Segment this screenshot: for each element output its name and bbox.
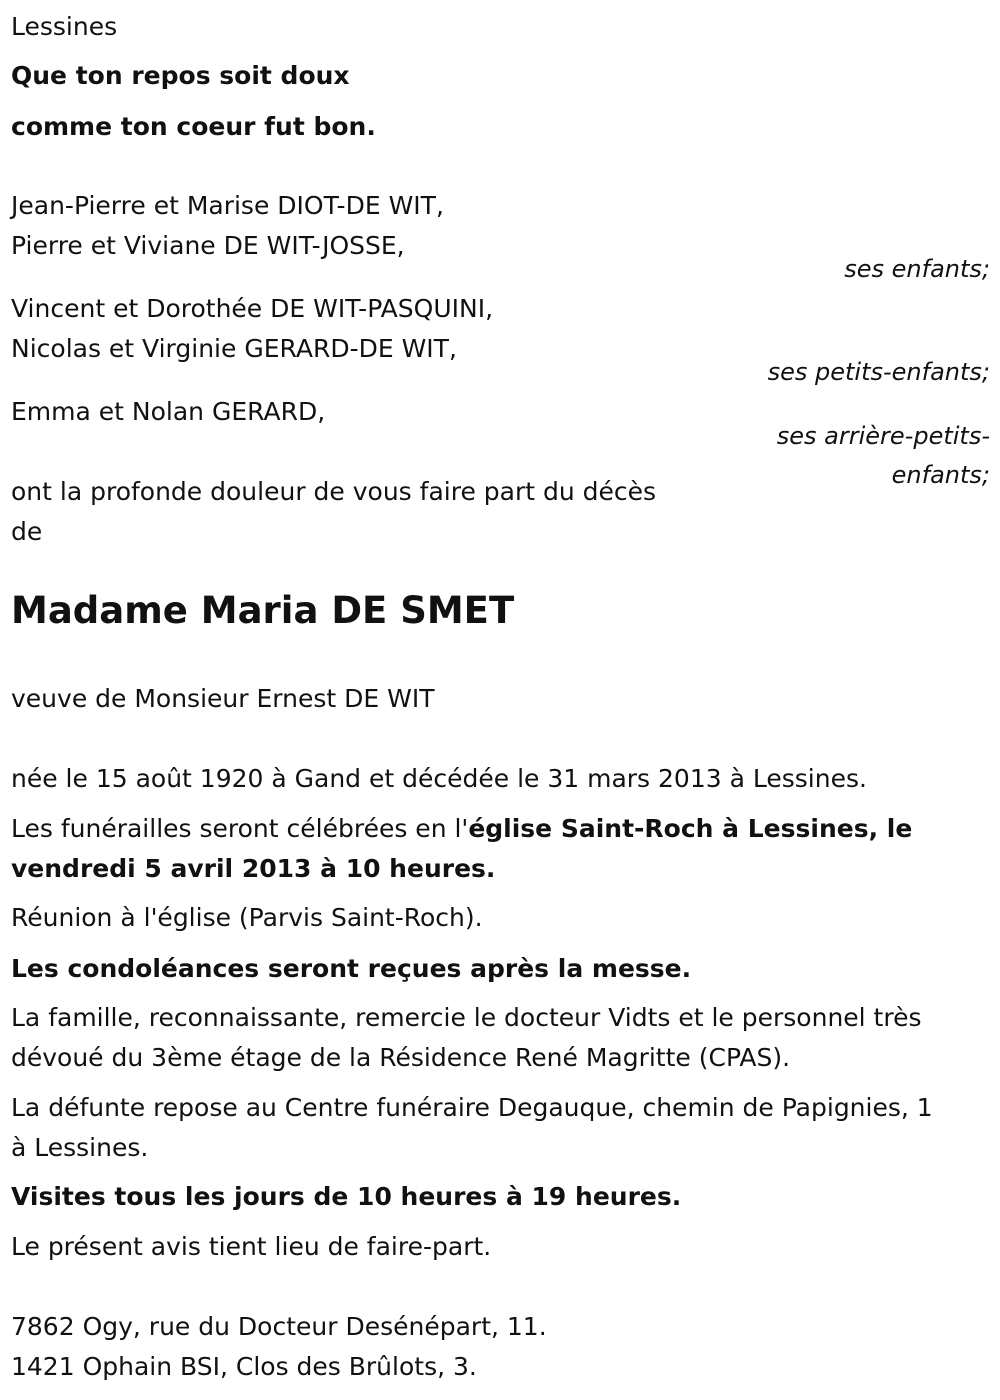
deceased-name: Madame Maria DE SMET (11, 589, 515, 632)
announcement-line-1: ont la profonde douleur de vous faire part du décès (11, 477, 657, 506)
widow-of: veuve de Monsieur Ernest DE WIT (11, 684, 435, 713)
funeral-line-1 (11, 816, 912, 841)
grandchildren-role: ses petits-enfants; (767, 358, 990, 386)
funeral-line-1-bold: église Saint-Roch à Lessines, le (468, 814, 913, 843)
great-grandchildren-role-line-1: ses arrière-petits- (776, 422, 990, 450)
funeral-line-2: vendredi 5 avril 2013 à 10 heures. (11, 854, 496, 883)
thanks-line-1: La famille, reconnaissante, remercie le docteur Vidts et le personnel très (11, 1003, 922, 1032)
meeting-line: Réunion à l'église (Parvis Saint-Roch). (11, 903, 483, 932)
condolences-line: Les condoléances seront reçues après la messe. (11, 954, 692, 983)
grandchildren-line-2: Nicolas et Virginie GERARD-DE WIT, (11, 334, 457, 363)
thanks-line-2: dévoué du 3ème étage de la Résidence René Magritte (CPAS). (11, 1043, 791, 1072)
grandchildren-line-1: Vincent et Dorothée DE WIT-PASQUINI, (11, 294, 494, 323)
verse-line-1: Que ton repos soit doux (11, 61, 350, 90)
children-line-2: Pierre et Viviane DE WIT-JOSSE, (11, 231, 405, 260)
visits-line: Visites tous les jours de 10 heures à 19 heures. (11, 1182, 682, 1211)
rest-line-1: La défunte repose au Centre funéraire Degauque, chemin de Papignies, 1 (11, 1093, 933, 1122)
address-line-1: 7862 Ogy, rue du Docteur Desénépart, 11. (11, 1312, 547, 1341)
rest-line-2: à Lessines. (11, 1133, 149, 1162)
great-grandchildren-line-1: Emma et Nolan GERARD, (11, 397, 326, 426)
funeral-line-1-normal: Les funérailles seront célébrées en l' (11, 814, 469, 843)
children-role: ses enfants; (844, 255, 990, 283)
notice-line: Le présent avis tient lieu de faire-part. (11, 1232, 492, 1261)
announcement-line-2: de (11, 517, 43, 546)
address-line-2: 1421 Ophain BSI, Clos des Brûlots, 3. (11, 1352, 477, 1381)
great-grandchildren-role-line-2: enfants; (891, 461, 990, 489)
children-line-1: Jean-Pierre et Marise DIOT-DE WIT, (11, 191, 444, 220)
verse-line-2: comme ton coeur fut bon. (11, 112, 376, 141)
birth-death: née le 15 août 1920 à Gand et décédée le 31 mars 2013 à Lessines. (11, 764, 867, 793)
city-label: Lessines (11, 12, 118, 41)
